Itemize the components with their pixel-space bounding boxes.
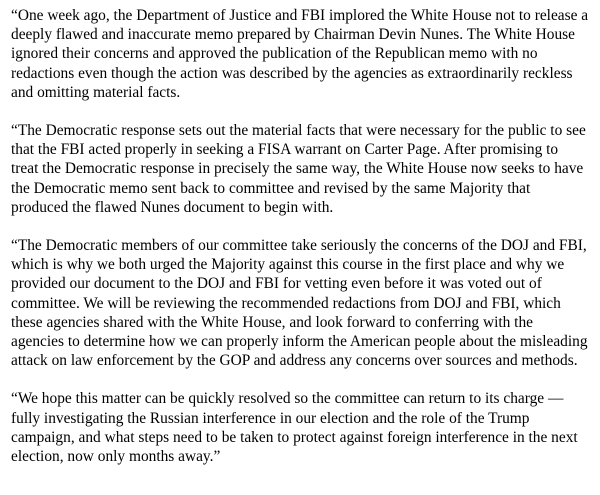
statement-paragraph-2: “The Democratic response sets out the material facts that were necessary for the public to see that the FBI acted properly in seeking a FISA warrant on Carter Page. After promising to treat the Democratic response in precisely the same way, the White House now seeks to have the Democratic memo sent back to committee and revised by the same Majority that produced the flawed Nunes document to begin with. — [11, 122, 586, 216]
statement-paragraph-3: “The Democratic members of our committee take seriously the concerns of the DOJ and FBI, which is why we both urged the Majority against this course in the first place and why we provided our document to the DOJ and FBI for vetting even before it was voted out of committee. We will be reviewing the recommended redactions from DOJ and FBI, which these agencies shared with the White House, and look forward to conferring with the agencies to determine how we can properly inform the American people about the misleading attack on law enforcement by the GOP and address any concerns over sources and methods. — [11, 237, 588, 370]
statement-paragraph-4: “We hope this matter can be quickly resolved so the committee can return to its charge — fully investigating the Russian interference in our election and the role of the Trump campaign, and what steps need to be taken to protect against foreign interference in the next election, now only months away.” — [11, 390, 578, 466]
statement-paragraph-1: “One week ago, the Department of Justice and FBI implored the White House not to release a deeply flawed and inaccurate memo prepared by Chairman Devin Nunes. The White House ignored their concerns and approved the publication of the Republican memo with no redactions even though the action was described by the agencies as extraordinarily reckless and omitting material facts. — [11, 7, 589, 101]
